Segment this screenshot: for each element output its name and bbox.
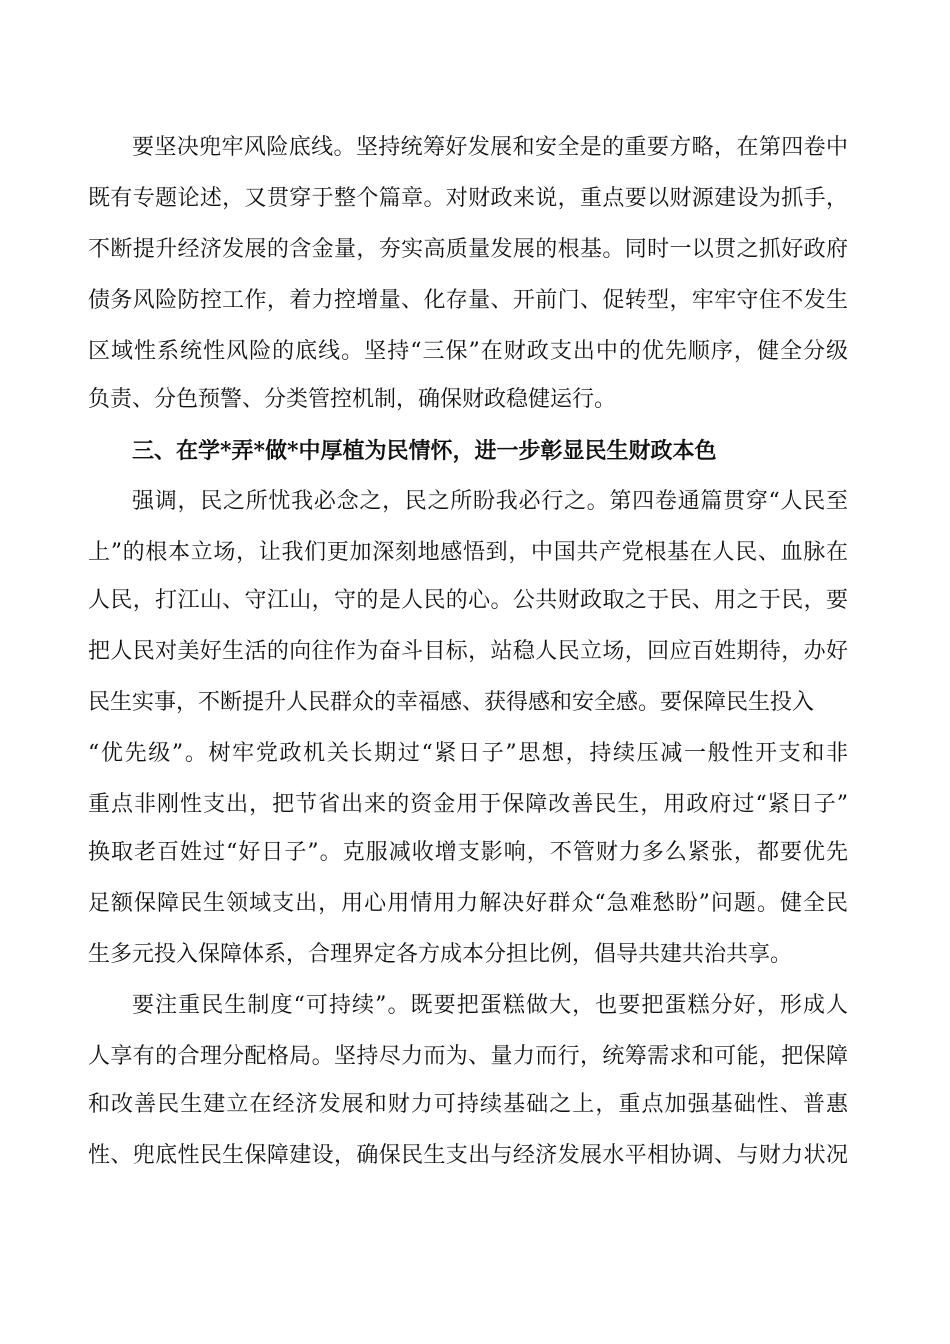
paragraph-3-line-1: 要注重民生制度“可持续”。既要把蛋糕做大，也要把蛋糕分好，形成人 bbox=[132, 993, 848, 1018]
paragraph-2-line-10: 生多元投入保障体系，合理界定各方成本分担比例，倡导共建共治共享。 bbox=[88, 942, 793, 967]
paragraph-2-line-6: “优先级”。树牢党政机关长期过“紧日子”思想，持续压减一般性开支和非 bbox=[88, 741, 848, 766]
section-heading: 三、在学*弄*做*中厚植为民情怀，进一步彰显民生财政本色 bbox=[132, 438, 717, 464]
paragraph-2-line-3: 人民，打江山、守江山，守的是人民的心。公共财政取之于民、用之于民，要 bbox=[88, 588, 848, 613]
paragraph-2-line-5: 民生实事，不断提升人民群众的幸福感、获得感和安全感。要保障民生投入 bbox=[88, 690, 815, 715]
paragraph-1-line-3: 不断提升经济发展的含金量，夯实高质量发展的根基。同时一以贯之抓好政府 bbox=[88, 237, 848, 262]
paragraph-3-line-4: 性、兜底性民生保障建设，确保民生支出与经济发展水平相协调、与财力状况 bbox=[88, 1143, 848, 1168]
paragraph-2-line-8: 换取老百姓过“好日子”。克服减收增支影响，不管财力多么紧张，都要优先 bbox=[88, 840, 848, 865]
paragraph-1-line-1: 要坚决兜牢风险底线。坚持统筹好发展和安全是的重要方略，在第四卷中 bbox=[132, 135, 848, 160]
paragraph-1-line-6: 负责、分色预警、分类管控机制，确保财政稳健运行。 bbox=[88, 387, 617, 412]
paragraph-2-line-1: 强调，民之所忧我必念之，民之所盼我必行之。第四卷通篇贯穿“人民至 bbox=[132, 489, 848, 514]
paragraph-2-line-9: 足额保障民生领域支出，用心用情用力解决好群众“急难愁盼”问题。健全民 bbox=[88, 891, 848, 916]
paragraph-1-line-4: 债务风险防控工作，着力控增量、化存量、开前门、促转型，牢牢守住不发生 bbox=[88, 288, 848, 313]
paragraph-1-line-5: 区域性系统性风险的底线。坚持“三保”在财政支出中的优先顺序，健全分级 bbox=[88, 339, 848, 364]
paragraph-1-line-2: 既有专题论述，又贯穿于整个篇章。对财政来说，重点要以财源建设为抓手， bbox=[88, 186, 848, 211]
paragraph-3-line-3: 和改善民生建立在经济发展和财力可持续基础之上，重点加强基础性、普惠 bbox=[88, 1092, 848, 1117]
paragraph-2-line-4: 把人民对美好生活的向往作为奋斗目标，站稳人民立场，回应百姓期待，办好 bbox=[88, 639, 848, 664]
paragraph-2-line-7: 重点非刚性支出，把节省出来的资金用于保障改善民生，用政府过“紧日子” bbox=[88, 792, 848, 817]
paragraph-3-line-2: 人享有的合理分配格局。坚持尽力而为、量力而行，统筹需求和可能，把保障 bbox=[88, 1044, 848, 1069]
paragraph-2-line-2: 上”的根本立场，让我们更加深刻地感悟到，中国共产党根基在人民、血脉在 bbox=[88, 540, 848, 565]
